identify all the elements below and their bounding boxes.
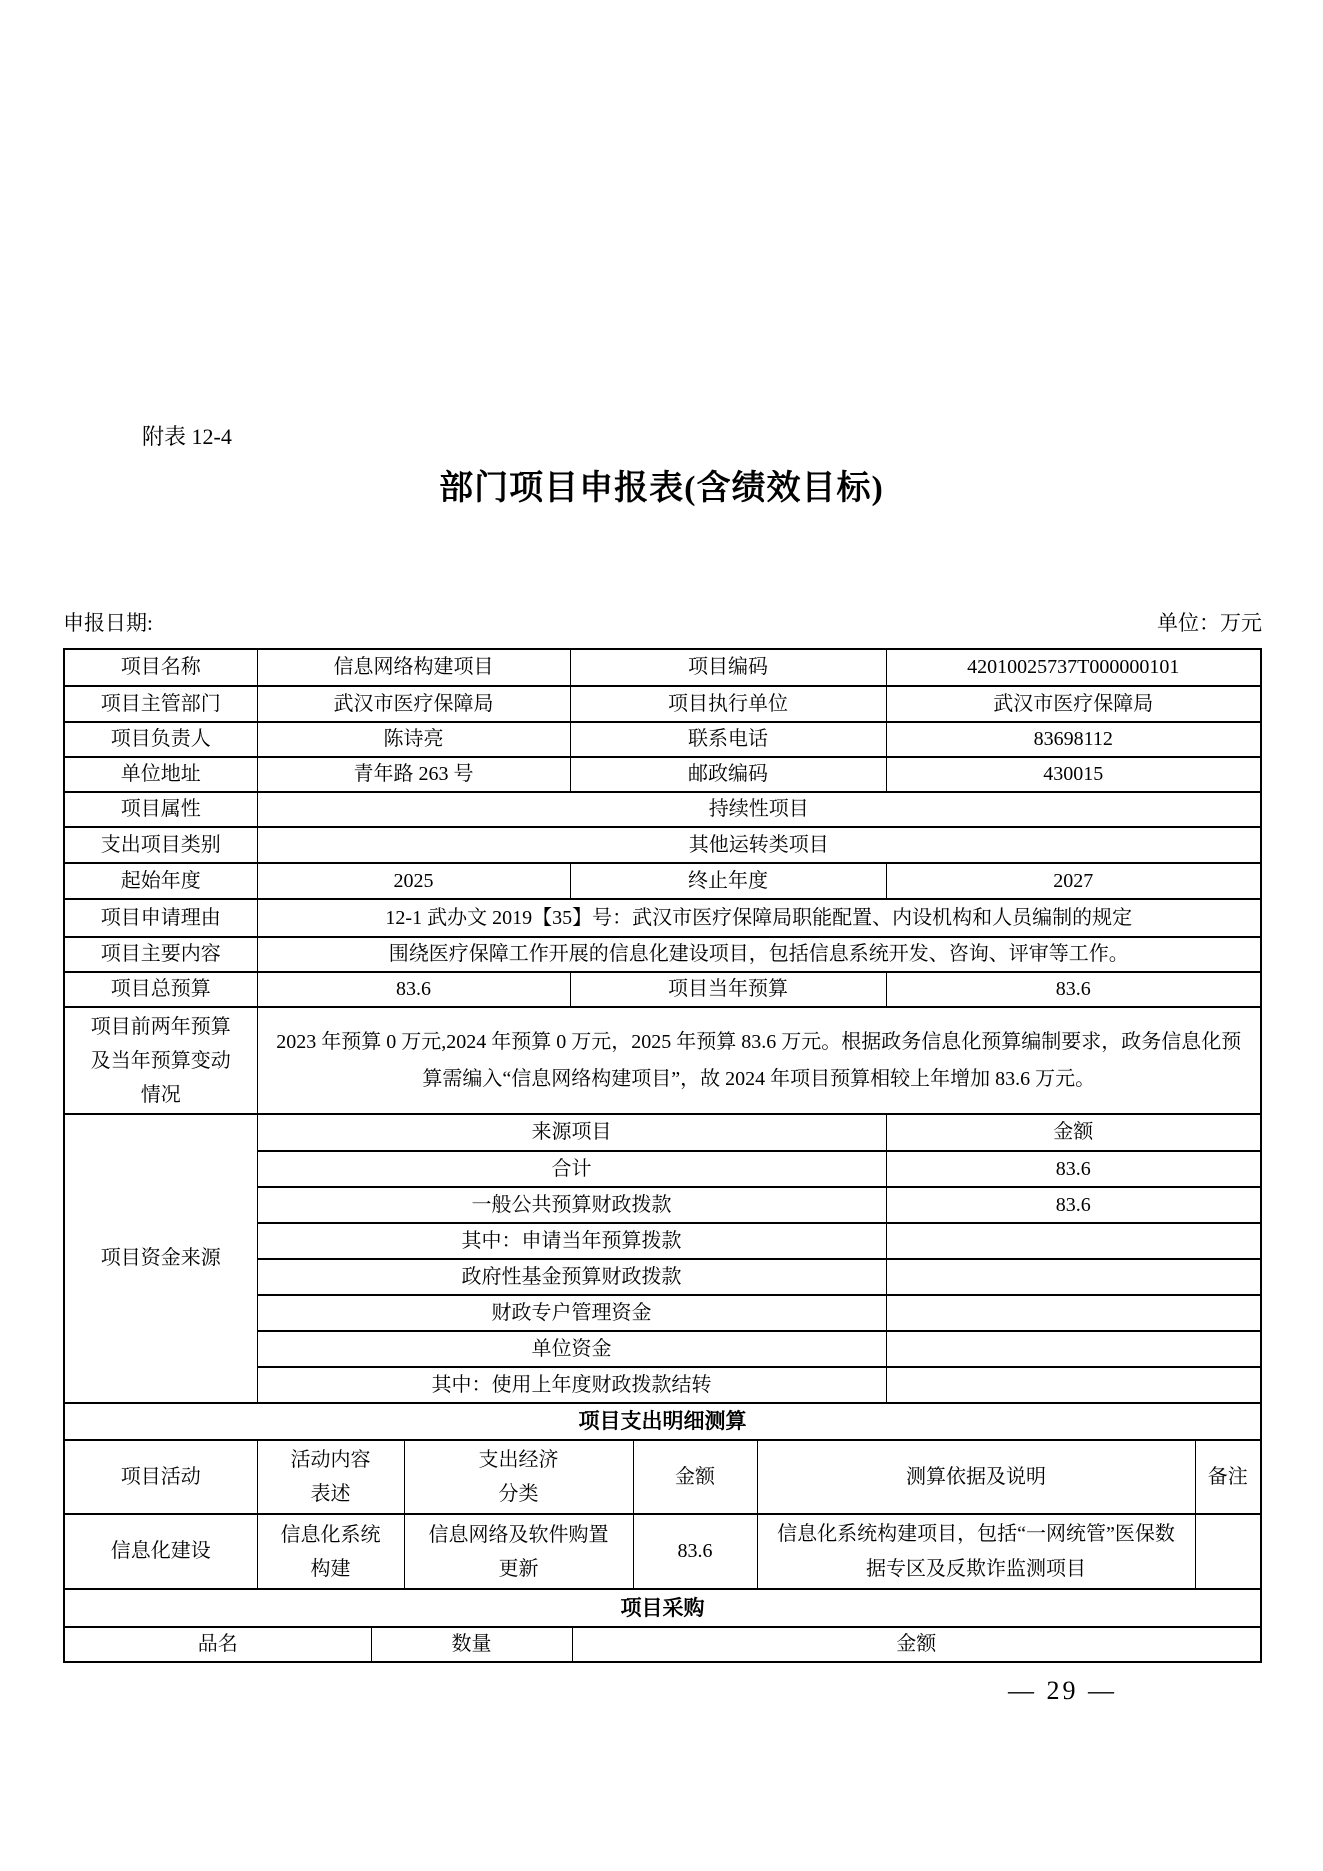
col-content-header: [257, 1441, 404, 1514]
category-value: 其他运转类项目: [257, 827, 1260, 863]
note-value: [1195, 1514, 1260, 1589]
postcode-value: 430015: [886, 757, 1260, 792]
dept-label: 项目主管部门: [65, 686, 257, 722]
category-value-text: 信息网络及软件购置更新: [428, 1523, 609, 1580]
funding-header-row: [65, 1115, 1260, 1151]
unit-label: 单位：万元: [1157, 611, 1262, 635]
funding-amount: [886, 1295, 1260, 1331]
leader-row: [65, 722, 1260, 757]
dept-value: 武汉市医疗保障局: [257, 686, 570, 722]
annex-label: 附表 12-4: [142, 424, 232, 449]
end-year-label: 终止年度: [570, 863, 886, 899]
end-year-value: 2027: [886, 863, 1260, 899]
funding-source: 财政专户管理资金: [257, 1295, 886, 1331]
prev-budget-text: 2023 年预算 0 万元,2024 年预算 0 万元，2025 年预算 83.6 万元。根据政务信息化预算编制要求，政务信息化预算需编入“信息网络构建项目”，故 2024 年项目预算相较上年增加 83.6 万元。: [257, 1007, 1260, 1114]
funding-section-label: 项目资金来源: [65, 1115, 257, 1403]
funding-source: 其中：申请当年预算拨款: [257, 1223, 886, 1259]
col-note-header: 备注: [1195, 1441, 1260, 1514]
declare-date-label: 申报日期:: [63, 611, 153, 635]
total-budget-label: 项目总预算: [65, 972, 257, 1007]
funding-amount: [886, 1367, 1260, 1403]
expenditure-section-header: 项目支出明细测算: [65, 1404, 1260, 1441]
meta-row: [63, 607, 1262, 637]
page-title: 部门项目申报表(含绩效目标): [439, 470, 884, 507]
expenditure-table: [65, 1441, 1260, 1590]
col-category-header-text: 支出经济分类: [478, 1449, 559, 1505]
address-label: 单位地址: [65, 757, 257, 792]
content-row: [65, 937, 1260, 972]
content-value: [257, 1514, 404, 1589]
expenditure-data-row: [65, 1514, 1260, 1589]
phone-label: 联系电话: [570, 722, 886, 757]
year-budget-label: 项目当年预算: [570, 972, 886, 1007]
procurement-name-header: 品名: [65, 1628, 371, 1661]
funding-source: 单位资金: [257, 1331, 886, 1367]
address-row: [65, 757, 1260, 792]
application-form-table: [63, 648, 1262, 1663]
reason-value: 12-1 武办文 2019【35】号：武汉市医疗保障局职能配置、内设机构和人员编制的规定: [257, 899, 1260, 937]
page-number: — 29 —: [1008, 1676, 1117, 1705]
procurement-amount-header: 金额: [896, 1633, 937, 1655]
funding-amount: [886, 1259, 1260, 1295]
funding-source: 合计: [257, 1151, 886, 1187]
basis-value-text: 信息化系统构建项目，包括“一网统管”医保数据专区及反欺诈监测项目: [777, 1522, 1175, 1580]
funding-source: 政府性基金预算财政拨款: [257, 1259, 886, 1295]
funding-table: [65, 1115, 1260, 1404]
attribute-row: [65, 792, 1260, 827]
years-row: [65, 863, 1260, 899]
funding-source: 一般公共预算财政拨款: [257, 1187, 886, 1223]
col-content-header-text: 活动内容表述: [290, 1449, 371, 1505]
procurement-table: [65, 1628, 1260, 1661]
basis-value: [757, 1514, 1195, 1589]
content-value-text: 信息化系统构建: [280, 1523, 381, 1580]
funding-source-header: 来源项目: [257, 1115, 886, 1151]
prev-budget-label: 项目前两年预算及当年预算变动情况: [65, 1007, 257, 1114]
reason-row: [65, 899, 1260, 937]
start-year-label: 起始年度: [65, 863, 257, 899]
funding-amount: [886, 1223, 1260, 1259]
col-activity-header: 项目活动: [65, 1441, 257, 1514]
leader-value: 陈诗亮: [257, 722, 570, 757]
start-year-value: 2025: [257, 863, 570, 899]
project-name-label: 项目名称: [65, 650, 257, 686]
category-label: 支出项目类别: [65, 827, 257, 863]
address-value: 青年路 263 号: [257, 757, 570, 792]
basic-info-table: [65, 650, 1260, 1115]
procurement-qty-header: 数量: [371, 1628, 572, 1661]
exec-unit-label: 项目执行单位: [570, 686, 886, 722]
category-row: [65, 827, 1260, 863]
col-basis-header: 测算依据及说明: [757, 1441, 1195, 1514]
funding-amount: 83.6: [886, 1151, 1260, 1187]
exec-unit-value: 武汉市医疗保障局: [886, 686, 1260, 722]
procurement-header-row: [65, 1628, 1260, 1661]
funding-amount: 83.6: [886, 1187, 1260, 1223]
total-budget-value: 83.6: [257, 972, 570, 1007]
funding-amount: [886, 1331, 1260, 1367]
col-amount-header: 金额: [633, 1441, 757, 1514]
col-category-header: [404, 1441, 633, 1514]
prev-budget-row: [65, 1007, 1260, 1114]
content-value: 围绕医疗保障工作开展的信息化建设项目，包括信息系统开发、咨询、评审等工作。: [257, 937, 1260, 972]
dept-row: [65, 686, 1260, 722]
leader-label: 项目负责人: [65, 722, 257, 757]
funding-source: 其中：使用上年度财政拨款结转: [257, 1367, 886, 1403]
activity-value: 信息化建设: [65, 1514, 257, 1589]
funding-amount-header: 金额: [886, 1115, 1260, 1151]
content-label: 项目主要内容: [65, 937, 257, 972]
category-value: [404, 1514, 633, 1589]
budget-row: [65, 972, 1260, 1007]
amount-value: 83.6: [633, 1514, 757, 1589]
attribute-label: 项目属性: [65, 792, 257, 827]
project-code-label: 项目编码: [570, 650, 886, 686]
year-budget-value: 83.6: [886, 972, 1260, 1007]
phone-value: 83698112: [886, 722, 1260, 757]
project-code-value: 42010025737T000000101: [886, 650, 1260, 686]
reason-label: 项目申请理由: [65, 899, 257, 937]
expenditure-header-row: [65, 1441, 1260, 1514]
project-name-row: [65, 650, 1260, 686]
postcode-label: 邮政编码: [570, 757, 886, 792]
procurement-section-header: 项目采购: [65, 1590, 1260, 1628]
attribute-value: 持续性项目: [257, 792, 1260, 827]
project-name-value: 信息网络构建项目: [257, 650, 570, 686]
